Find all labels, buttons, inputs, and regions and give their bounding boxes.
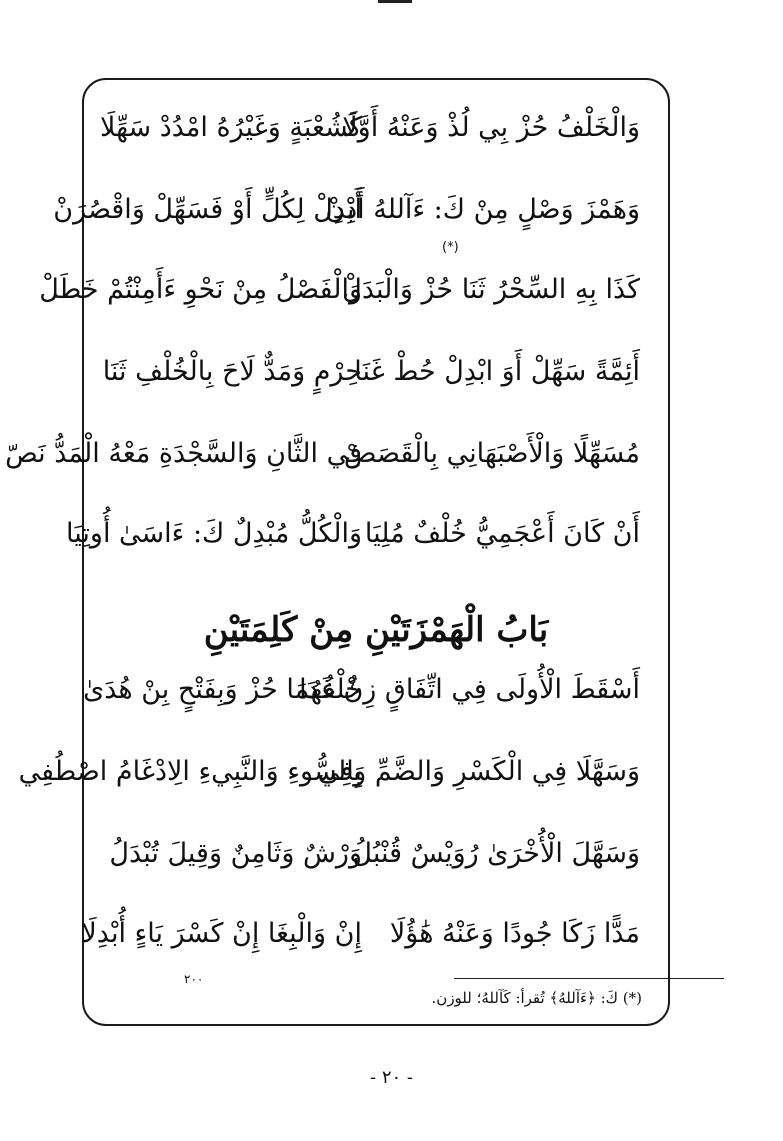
verse-line [18,742,668,802]
verse-first-hemistich: كَذَا بِهِ السِّحْرُ ثَنَا حُزْ وَالْبَدَلْ [342,274,640,305]
verse-second-hemistich: وَالْفَصْلُ مِنْ نَحْوِ ءَأَمِنْتُمْ خَطَلْ [39,274,362,305]
verse-second-hemistich: إِنْ وَالْبِغَا إِنْ كَسْرَ يَاءٍ أُبْدِلَا [81,918,362,949]
verse-second-hemistich: حِرْمٍ وَمَدٌّ لَاحَ بِالْخُلْفِ ثَنَا [102,356,362,387]
verse-line [81,904,668,964]
verse-first-hemistich: أَئِمَّةً سَهِّلْ أَوَ ابْدِلْ حُطْ غَنَا [354,356,640,387]
footnote-separator [454,978,724,979]
footnote: (*) كَ: ﴿ءَآللهُ﴾ تُقرأ: كَآللهُ؛ للوزن. [431,989,642,1007]
verse-second-hemistich: وَالْكُلُّ مُبْدِلٌ كَ: ءَاسَىٰ أُوتِيَا [66,518,362,549]
verse-line [84,342,668,402]
verse-line [39,260,668,320]
verse-second-hemistich: أَبْدِلْ لِكُلٍّ أَوْ فَسَهِّلْ وَاقْصُرَنْ [53,194,362,225]
verse-second-hemistich: كَشُعْبَةٍ وَغَيْرُهُ امْدُدْ سَهِّلَا [99,112,362,143]
verse-line [66,504,668,564]
verse-second-hemistich: فِي الثَّانِ وَالسَّجْدَةِ مَعْهُ الْمَدُّ نَصّ [5,438,362,469]
page-frame [5,78,670,1026]
verse-first-hemistich: وَهَمْزَ وَصْلٍ مِنْ كَ: ءَآللهُ أَذِنْ [325,194,640,225]
verse-second-hemistich: بِالسُّوءِ وَالنَّبِيءِ الِادْغَامُ اصْطُفِي [18,756,362,787]
page-number: - ٢٠ - [370,1067,413,1088]
verse-line [84,98,668,158]
verse-first-hemistich: مَدًّا زَكَا جُودًا وَعَنْهُ هَٰؤُلَا [389,918,640,949]
top-rule-mark [378,0,412,3]
verse-second-hemistich: وَرْشٌ وَثَامِنٌ وَقِيلَ تُبْدَلُ [109,838,362,869]
verse-first-hemistich: وَالْخَلْفُ حُزْ بِي لُذْ وَعَنْهُ أَوَّلَا [342,112,640,143]
verse-line [5,424,668,484]
verse-first-hemistich: وَسَهَّلَ الْأُخْرَىٰ رُوَيْسٌ قُنْبُلُ [352,838,640,869]
verse-line [84,824,668,884]
verse-line [53,180,668,240]
chapter-title: بَابُ الْهَمْزَتَيْنِ مِنْ كَلِمَتَيْنِ [203,610,549,650]
verse-first-hemistich: أَنْ كَانَ أَعْجَمِيُّ خُلْفٌ مُلِيَا [364,518,640,549]
verse-first-hemistich: أَسْقَطَ الْأُولَى فِي اتِّفَاقٍ زِنْ غَدَا [299,674,640,705]
verse-count-number: ٢٠٠ [184,972,204,986]
verse-second-hemistich: خُلْفُهُمَا حُزْ وَبِفَتْحٍ بِنْ هُدَىٰ [83,674,362,705]
verse-first-hemistich: مُسَهِّلًا وَالْأَصْبَهَانِي بِالْقَصَصْ [343,438,640,469]
verse-first-hemistich: وَسَهَّلَا فِي الْكَسْرِ وَالضَّمِّ وَفِي [317,756,640,787]
verse-line [84,660,668,720]
footnote-reference-marker: (*) [442,240,459,255]
